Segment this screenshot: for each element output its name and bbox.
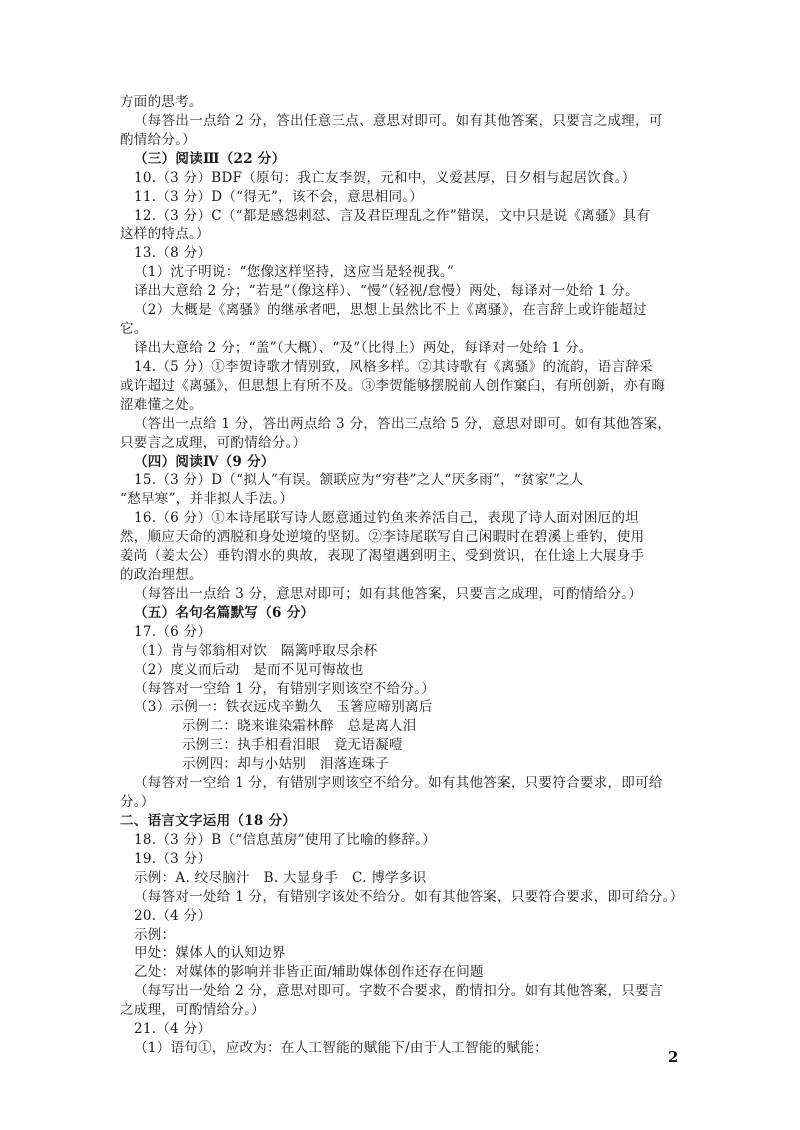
answer-10: 10.（3 分）BDF（原句：我亡友李贺，元和中，义爱甚厚，日夕相与起居饮食。） <box>134 169 636 186</box>
answer-17-3-scoring-continuation: 分。） <box>120 794 155 810</box>
answer-14-continuation: 涩难懂之处。 <box>120 396 203 413</box>
answer-19-example: 示例：A. 绞尽脑汁 B. 大显身手 C. 博学多识 <box>134 869 427 886</box>
answer-17-3-example-4: 示例四：却与小姑别 泪落连珠子 <box>182 756 389 773</box>
answer-17-3-scoring: （每答对一空给 1 分，有错别字则该空不给分。如有其他答案，只要符合要求，即可给 <box>134 775 663 792</box>
answer-13-1-scoring: 译出大意给 2 分；“若是”（像这样）、“慢”（轻视/怠慢）两处，每译对一处给 1 分。 <box>134 283 639 300</box>
answer-13-2: （2）大概是《离骚》的继承者吧，思想上虽然比不上《离骚》，在言辞上或许能超过 <box>134 302 647 319</box>
answer-14-scoring: （答出一点给 1 分，答出两点给 3 分，答出三点给 5 分，意思对即可。如有其他答案， <box>134 415 672 432</box>
answer-17-3-example-2: 示例二：晓来谁染霜林醉 总是离人泪 <box>182 718 417 735</box>
answer-15-continuation: “愁早寒”，并非拟人手法。） <box>120 491 294 508</box>
answer-16-scoring: （每答出一点给 3 分，意思对即可；如有其他答案，只要言之成理，可酌情给分。） <box>134 585 643 602</box>
page-number: 2 <box>668 1048 679 1066</box>
answer-11: 11.（3 分）D（“得无”，该不会，意思相同。） <box>134 188 424 205</box>
answer-16-continuation: 的政治理想。 <box>120 567 203 583</box>
answer-13-2-continuation: 它。 <box>120 321 148 337</box>
answer-14-continuation: 或许超过《离骚》，但思想上有所不及。③李贺能够摆脱前人创作窠臼，有所创新，亦有晦 <box>120 377 666 394</box>
answer-20-example-label: 示例： <box>134 926 176 943</box>
section-heading-dictation: （五）名句名篇默写（6 分） <box>134 604 315 621</box>
answer-20: 20.（4 分） <box>134 907 212 924</box>
answer-13: 13.（8 分） <box>134 245 212 262</box>
answer-21: 21.（4 分） <box>134 1021 212 1038</box>
answer-13-2-scoring: 译出大意给 2 分；“盖”（大概）、“及”（比得上）两处，每译对一处给 1 分。 <box>134 340 593 356</box>
scoring-note: （每答出一点给 2 分，答出任意三点、意思对即可。如有其他答案，只要言之成理，可 <box>134 112 663 129</box>
answer-17-3-example-3: 示例三：执手相看泪眼 竟无语凝噎 <box>182 737 403 754</box>
answer-17-1: （1）肯与邻翁相对饮 隔篱呼取尽余杯 <box>134 642 378 659</box>
answer-17-2: （2）度义而后动 是而不见可悔故也 <box>134 661 364 678</box>
answer-14-scoring-continuation: 只要言之成理，可酌情给分。） <box>120 434 307 451</box>
answer-13-1: （1）沈子明说：“您像这样坚持，这应当是轻视我。” <box>134 264 455 281</box>
answer-20-scoring: （每写出一处给 2 分，意思对即可。字数不合要求，酌情扣分。如有其他答案，只要言 <box>134 983 663 1000</box>
answer-16: 16.（6 分）①本诗尾联写诗人愿意通过钓鱼来养活自己，表现了诗人面对困厄的坦 <box>134 510 640 527</box>
answer-17: 17.（6 分） <box>134 623 212 640</box>
answer-20-part-b: 乙处：对媒体的影响并非皆正面/辅助媒体创作还存在问题 <box>134 964 484 981</box>
answer-19-scoring: （每答对一处给 1 分，有错别字该处不给分。如有其他答案，只要符合要求，即可给分。） <box>134 888 684 905</box>
answer-14: 14.（5 分）①李贺诗歌才情别致，风格多样。②其诗歌有《离骚》的流韵，语言辞采 <box>134 358 653 375</box>
answer-17-scoring: （每答对一空给 1 分，有错别字则该空不给分。） <box>134 680 436 697</box>
answer-17-3-example-1: （3）示例一：铁衣远戍辛勤久 玉箸应啼别离后 <box>134 699 433 716</box>
answer-18: 18.（3 分）B（“信息茧房”使用了比喻的修辞。） <box>134 831 437 848</box>
answer-19: 19.（3 分） <box>134 850 212 867</box>
answer-12-continuation: 这样的特点。） <box>120 226 210 243</box>
section-heading-reading-3: （三）阅读Ⅲ（22 分） <box>134 150 286 167</box>
answer-15: 15.（3 分）D（“拟人”有误。颔联应为“穷巷”之人“厌多雨”，“贫家”之人 <box>134 472 584 489</box>
answer-16-continuation: 姜尚（姜太公）垂钓渭水的典故，表现了渴望遇到明主、受到赏识，在仕途上大展身手 <box>120 548 645 565</box>
answer-12: 12.（3 分）C（“都是感怨刺怼、言及君臣理乱之作”错误，文中只是说《离骚》具有 <box>134 207 651 224</box>
section-heading-language-use: 二、语言文字运用（18 分） <box>120 813 297 829</box>
section-heading-reading-4: （四）阅读Ⅳ（9 分） <box>134 453 275 470</box>
answer-21-1: （1）语句①，应改为：在人工智能的赋能下/由于人工智能的赋能： <box>134 1040 548 1056</box>
answer-20-part-a: 甲处：媒体人的认知边界 <box>134 945 286 962</box>
scoring-note-continuation: 酌情给分。） <box>120 131 197 148</box>
answer-20-scoring-continuation: 之成理，可酌情给分。） <box>120 1002 266 1019</box>
text-line-continuation: 方面的思考。 <box>120 94 203 110</box>
answer-16-continuation: 然，顺应天命的洒脱和身处逆境的坚韧。②李诗尾联写自己闲暇时在碧溪上垂钓，使用 <box>120 529 645 546</box>
